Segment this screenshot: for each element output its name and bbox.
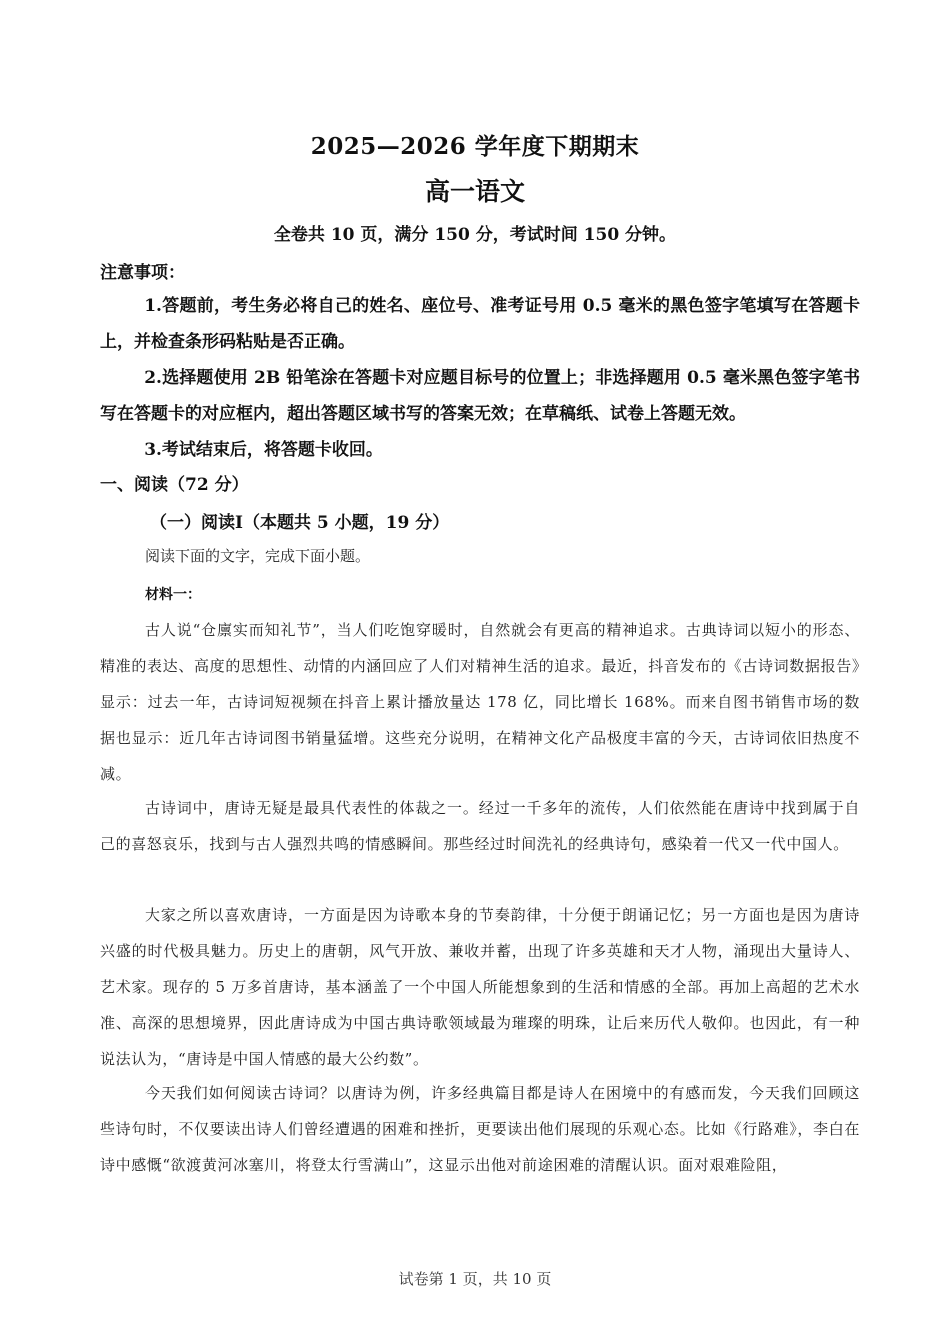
exam-subject: 高一语文	[424, 177, 525, 206]
exam-title: 2025—2026 学年度下期期末	[310, 133, 640, 160]
notice-item: 1.答题前，考生务必将自己的姓名、座位号、准考证号用 0.5 毫米的黑色签字笔填写在答题卡上，并检查条形码粘贴是否正确。	[100, 296, 860, 352]
passage-paragraph: 大家之所以喜欢唐诗，一方面是因为诗歌本身的节奏韵律，十分便于朗诵记忆；另一方面也是因为唐诗兴盛的时代极具魅力。历史上的唐朝，风气开放、兼收并蓄，出现了许多英雄和天才人物，涌现出大量诗人、艺术家。现存的 5 万多首唐诗，基本涵盖了一个中国人所能想象到的生活和情感的全部。再加上高超的艺术水准、高深的思想境界，因此唐诗成为中国古典诗歌领域最为璀璨的明珠，让后来历代人敬仰。也因此，有一种说法认为，“唐诗是中国人情感的最大公约数”。	[100, 906, 860, 1068]
notice-item: 2.选择题使用 2B 铅笔涂在答题卡对应题目标号的位置上；非选择题用 0.5 毫米黑色签字笔书写在答题卡的对应框内，超出答题区域书写的答案无效；在草稿纸、试卷上答题无效。	[100, 368, 860, 424]
exam-info: 全卷共 10 页，满分 150 分，考试时间 150 分钟。	[273, 225, 677, 245]
passage-paragraph: 古人说“仓廪实而知礼节”，当人们吃饱穿暖时，自然就会有更高的精神追求。古典诗词以短小的形态、精准的表达、高度的思想性、动情的内涵回应了人们对精神生活的追求。最近，抖音发布的《古诗词数据报告》显示：过去一年，古诗词短视频在抖音上累计播放量达 178 亿，同比增长 168%。而来自图书销售市场的数据也显示：近几年古诗词图书销量猛增。这些充分说明，在精神文化产品极度丰富的今天，古诗词依旧热度不减。	[100, 621, 860, 783]
notice-heading: 注意事项：	[100, 263, 185, 283]
notice-item: 3.考试结束后，将答题卡收回。	[144, 440, 383, 460]
page-footer: 试卷第 1 页，共 10 页	[398, 1270, 552, 1288]
subsection-title: （一）阅读Ⅰ（本题共 5 小题，19 分）	[150, 513, 450, 533]
section-title: 一、阅读（72 分）	[100, 475, 249, 495]
reading-instruction: 阅读下面的文字，完成下面小题。	[145, 547, 371, 565]
passage-paragraph: 古诗词中，唐诗无疑是最具代表性的体裁之一。经过一千多年的流传，人们依然能在唐诗中找到属于自己的喜怒哀乐，找到与古人强烈共鸣的情感瞬间。那些经过时间洗礼的经典诗句，感染着一代又一代中国人。	[100, 799, 860, 853]
material-label: 材料一：	[145, 587, 201, 603]
passage-paragraph: 今天我们如何阅读古诗词？以唐诗为例，许多经典篇目都是诗人在困境中的有感而发，今天我们回顾这些诗句时，不仅要读出诗人们曾经遭遇的困难和挫折，更要读出他们展现的乐观心态。比如《行路难》，李白在诗中感慨“欲渡黄河冰塞川，将登太行雪满山”，这显示出他对前途困难的清醒认识。面对艰难险阻，	[100, 1084, 860, 1174]
